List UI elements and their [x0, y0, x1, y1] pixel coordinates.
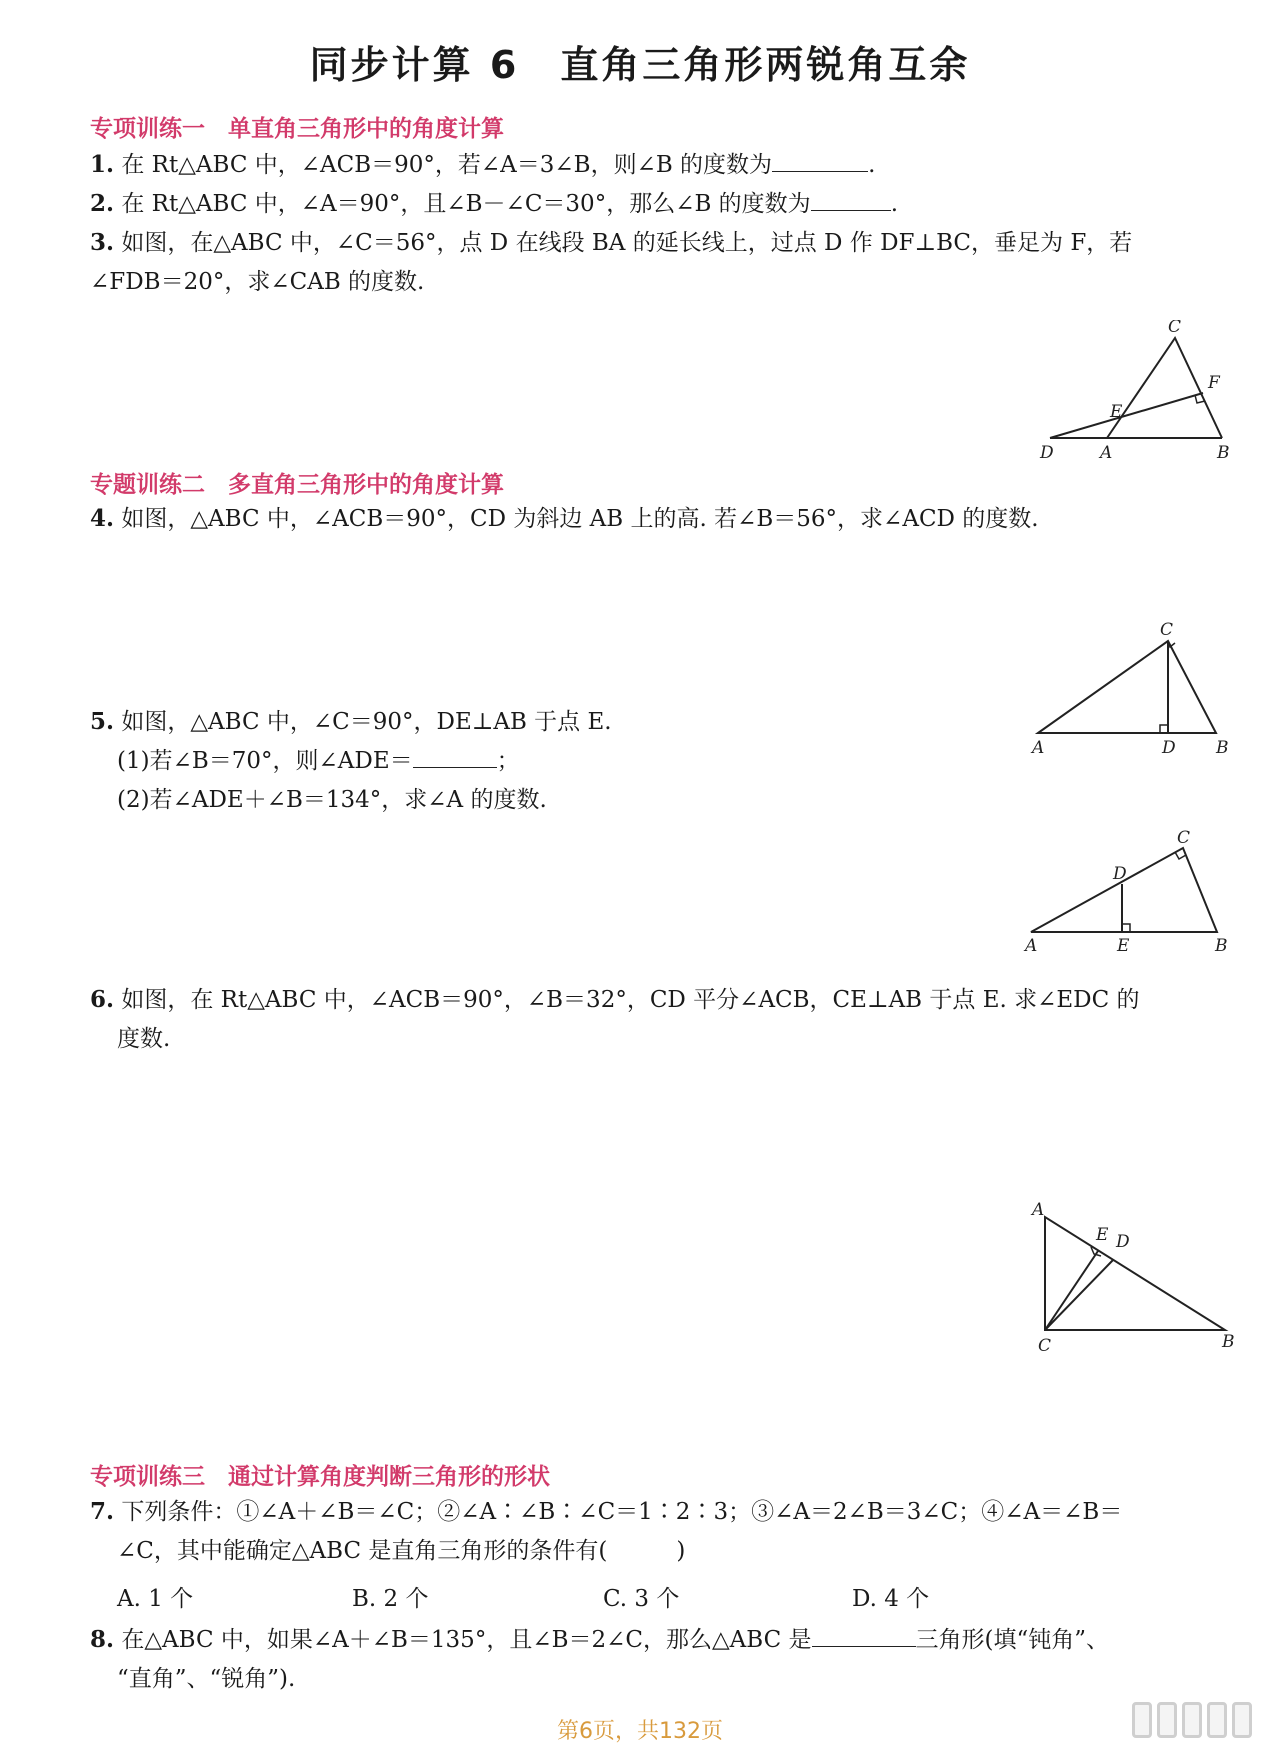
- question-text-end: 三角形(填“钝角”、: [915, 1627, 1110, 1653]
- fig5-label-D: D: [1113, 864, 1127, 884]
- question-5-part-1: [117, 746, 520, 776]
- fig3-label-F: F: [1208, 373, 1220, 393]
- fig5-label-B: B: [1215, 936, 1228, 956]
- page-footer: 第6页，共132页: [557, 1719, 723, 1744]
- question-6: [90, 985, 1140, 1015]
- option-b: B. 2 个: [352, 1586, 429, 1612]
- section-heading-3: 专项训练三 通过计算角度判断三角形的形状: [90, 1464, 550, 1490]
- question-number: 2.: [90, 190, 115, 217]
- question-number: 4.: [90, 505, 115, 532]
- fig6-label-D: D: [1116, 1232, 1130, 1252]
- question-7-line2: ∠C，其中能确定△ABC 是直角三角形的条件有( ): [117, 1538, 686, 1564]
- figure-q4: [1020, 615, 1265, 760]
- question-text-end: .: [890, 191, 898, 217]
- question-3: [90, 228, 1132, 258]
- option-c: C. 3 个: [603, 1586, 680, 1612]
- watermark-icon: [1127, 1702, 1252, 1742]
- fig4-label-A: A: [1032, 738, 1045, 758]
- question-3-line2: ∠FDB＝20°，求∠CAB 的度数.: [90, 269, 425, 295]
- question-text: 在△ABC 中，如果∠A＋∠B＝135°，且∠B＝2∠C，那么△ABC 是: [121, 1627, 812, 1653]
- question-number: 7.: [90, 1498, 115, 1525]
- fig4-label-B: B: [1216, 738, 1229, 758]
- question-6-line2: 度数.: [117, 1026, 171, 1052]
- question-number: 1.: [90, 151, 115, 178]
- question-text-end: .: [868, 152, 876, 178]
- figure-q3: [1030, 320, 1270, 470]
- question-8: [90, 1625, 1109, 1655]
- question-text: 如图，在△ABC 中，∠C＝56°，点 D 在线段 BA 的延长线上，过点 D 作 DF⊥BC，垂足为 F，若: [121, 230, 1133, 256]
- question-text: 下列条件：①∠A＋∠B＝∠C；②∠A∶∠B∶∠C＝1∶2∶3；③∠A＝2∠B＝3∠C；④∠A＝∠B＝: [121, 1499, 1123, 1525]
- question-text: 在 Rt△ABC 中，∠ACB＝90°，若∠A＝3∠B，则∠B 的度数为: [121, 152, 773, 178]
- fig6-label-C: C: [1038, 1336, 1052, 1356]
- question-number: 3.: [90, 229, 115, 256]
- fig4-label-C: C: [1160, 620, 1174, 640]
- fig3-label-C: C: [1168, 320, 1182, 337]
- section-heading-2: 专题训练二 多直角三角形中的角度计算: [90, 472, 504, 498]
- question-7: [90, 1497, 1122, 1527]
- fig3-label-D: D: [1040, 443, 1054, 463]
- answer-blank[interactable]: [772, 170, 868, 172]
- question-text-end: ；: [496, 748, 520, 774]
- option-a: A. 1 个: [117, 1586, 194, 1612]
- fig3-label-E: E: [1110, 402, 1123, 422]
- fig6-label-E: E: [1096, 1225, 1109, 1245]
- question-text: 在 Rt△ABC 中，∠A＝90°，且∠B－∠C＝30°，那么∠B 的度数为: [121, 191, 811, 217]
- question-5: [90, 707, 612, 737]
- answer-blank[interactable]: [413, 766, 497, 768]
- question-text: (1)若∠B＝70°，则∠ADE＝: [117, 748, 413, 774]
- fig5-label-C: C: [1177, 830, 1191, 848]
- question-number: 5.: [90, 708, 115, 735]
- fig5-label-A: A: [1025, 936, 1038, 956]
- question-1: [90, 150, 875, 180]
- fig3-label-B: B: [1217, 443, 1230, 463]
- question-text: 如图，在 Rt△ABC 中，∠ACB＝90°，∠B＝32°，CD 平分∠ACB，CE⊥AB 于点 E. 求∠EDC 的: [121, 987, 1140, 1013]
- question-2: [90, 189, 898, 219]
- section-heading-1: 专项训练一 单直角三角形中的角度计算: [90, 116, 504, 142]
- question-4: [90, 504, 1039, 534]
- fig6-label-B: B: [1222, 1332, 1235, 1352]
- question-number: 8.: [90, 1626, 115, 1653]
- fig5-label-E: E: [1117, 936, 1130, 956]
- fig6-label-A: A: [1032, 1200, 1045, 1220]
- answer-blank[interactable]: [812, 1645, 916, 1647]
- question-8-line2: “直角”、“锐角”).: [117, 1666, 296, 1692]
- figure-q6: [1020, 1195, 1265, 1365]
- fig4-label-D: D: [1162, 738, 1176, 758]
- answer-blank[interactable]: [811, 209, 891, 211]
- figure-q5: [1015, 830, 1260, 970]
- question-text: 如图，△ABC 中，∠ACB＝90°，CD 为斜边 AB 上的高. 若∠B＝56°，求∠ACD 的度数.: [121, 506, 1039, 532]
- fig3-label-A: A: [1100, 443, 1113, 463]
- page-title: 同步计算 6 直角三角形两锐角互余: [309, 43, 971, 87]
- option-d: D. 4 个: [852, 1586, 930, 1612]
- question-5-part-2: (2)若∠ADE＋∠B＝134°，求∠A 的度数.: [117, 787, 547, 813]
- question-text: 如图，△ABC 中，∠C＝90°，DE⊥AB 于点 E.: [121, 709, 612, 735]
- question-number: 6.: [90, 986, 115, 1013]
